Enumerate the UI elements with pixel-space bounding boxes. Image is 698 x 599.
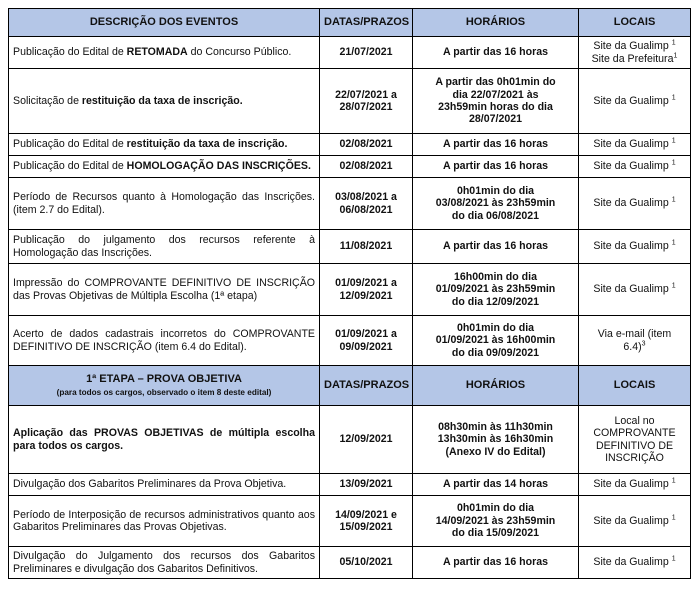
- header-hours: HORÁRIOS: [413, 9, 579, 37]
- table-row: [9, 406, 691, 474]
- event-description: Período de Interposição de recursos administrativos quanto aos Gabaritos Preliminares das Provas Objetivas.: [9, 496, 320, 547]
- stage-title: 1ª ETAPA – PROVA OBJETIVA (para todos os cargos, observado o item 8 deste edital): [9, 366, 320, 406]
- table-row: [9, 134, 691, 156]
- header-dates: DATAS/PRAZOS: [320, 9, 413, 37]
- table-row: [9, 156, 691, 178]
- event-description: Publicação do Edital de restituição da taxa de inscrição.: [9, 134, 320, 156]
- table-row: [9, 264, 691, 316]
- event-location: Site da Gualimp $^1$: [579, 156, 691, 178]
- event-location: Site da Gualimp $^1$: [579, 264, 691, 316]
- event-hour: A partir das 14 horas: [413, 474, 579, 496]
- event-date: 11/08/2021: [320, 230, 413, 264]
- event-location: Local no COMPROVANTE DEFINITIVO DE INSCRIÇÃO: [579, 406, 691, 474]
- event-location: Site da Gualimp $^1$: [579, 69, 691, 134]
- table-row: [9, 496, 691, 547]
- table-row: [9, 230, 691, 264]
- event-description: Divulgação dos Gabaritos Preliminares da Prova Objetiva.: [9, 474, 320, 496]
- event-date: 01/09/2021 a 09/09/2021: [320, 316, 413, 366]
- event-date: 03/08/2021 a 06/08/2021: [320, 178, 413, 230]
- event-location: Site da Gualimp $^1$: [579, 178, 691, 230]
- event-hour: 16h00min do dia 01/09/2021 às 23h59min do dia 12/09/2021: [413, 264, 579, 316]
- event-hour: 0h01min do dia 03/08/2021 às 23h59min do dia 06/08/2021: [413, 178, 579, 230]
- header-places: LOCAIS: [579, 9, 691, 37]
- event-hour: A partir das 16 horas: [413, 230, 579, 264]
- event-date: 12/09/2021: [320, 406, 413, 474]
- event-description: Publicação do Edital de HOMOLOGAÇÃO DAS INSCRIÇÕES.: [9, 156, 320, 178]
- event-hour: A partir das 16 horas: [413, 37, 579, 69]
- event-description: Solicitação de restituição da taxa de inscrição.: [9, 69, 320, 134]
- stage-header-dates: DATAS/PRAZOS: [320, 366, 413, 406]
- event-date: 02/08/2021: [320, 134, 413, 156]
- table-row: [9, 547, 691, 579]
- event-date: 21/07/2021: [320, 37, 413, 69]
- stage-header-hours: HORÁRIOS: [413, 366, 579, 406]
- event-date: 02/08/2021: [320, 156, 413, 178]
- event-date: 14/09/2021 e 15/09/2021: [320, 496, 413, 547]
- event-hour: A partir das 16 horas: [413, 156, 579, 178]
- event-description: Impressão do COMPROVANTE DEFINITIVO DE INSCRIÇÃO das Provas Objetivas de Múltipla Escolha (1ª etapa): [9, 264, 320, 316]
- header-events: DESCRIÇÃO DOS EVENTOS: [9, 9, 320, 37]
- event-hour: A partir das 16 horas: [413, 134, 579, 156]
- event-description: Divulgação do Julgamento dos recursos dos Gabaritos Preliminares e divulgação dos Gabaritos Definitivos.: [9, 547, 320, 579]
- event-location: Site da Gualimp $^1$ Site da Prefeitura$^1$: [579, 37, 691, 69]
- event-date: 01/09/2021 a 12/09/2021: [320, 264, 413, 316]
- table-row: [9, 69, 691, 134]
- event-location: Site da Gualimp $^1$: [579, 496, 691, 547]
- table-row: [9, 178, 691, 230]
- stage-subtitle: (para todos os cargos, observado o item 8 deste edital): [56, 387, 272, 397]
- event-date: 05/10/2021: [320, 547, 413, 579]
- event-location: Site da Gualimp $^1$: [579, 474, 691, 496]
- event-hour: 08h30min às 11h30min 13h30min às 16h30min (Anexo IV do Edital): [413, 406, 579, 474]
- event-hour: A partir das 16 horas: [413, 547, 579, 579]
- event-description: Publicação do Edital de RETOMADA do Concurso Público.: [9, 37, 320, 69]
- stage-header-row: [9, 366, 691, 406]
- table-row: [9, 37, 691, 69]
- event-hour: A partir das 0h01min do dia 22/07/2021 às 23h59min horas do dia 28/07/2021: [413, 69, 579, 134]
- event-date: 22/07/2021 a 28/07/2021: [320, 69, 413, 134]
- event-location: Via e-mail (item 6.4)$^3$: [579, 316, 691, 366]
- event-hour: 0h01min do dia 14/09/2021 às 23h59min do dia 15/09/2021: [413, 496, 579, 547]
- event-hour: 0h01min do dia 01/09/2021 às 16h00min do dia 09/09/2021: [413, 316, 579, 366]
- table-row: [9, 474, 691, 496]
- event-location: Site da Gualimp $^1$: [579, 230, 691, 264]
- event-description: Aplicação das PROVAS OBJETIVAS de múltipla escolha para todos os cargos.: [9, 406, 320, 474]
- table-header-row: [9, 9, 691, 37]
- event-date: 13/09/2021: [320, 474, 413, 496]
- event-description: Período de Recursos quanto à Homologação das Inscrições. (item 2.7 do Edital).: [9, 178, 320, 230]
- stage-header-places: LOCAIS: [579, 366, 691, 406]
- table-row: [9, 316, 691, 366]
- event-description: Publicação do julgamento dos recursos referente à Homologação das Inscrições.: [9, 230, 320, 264]
- event-location: Site da Gualimp $^1$: [579, 134, 691, 156]
- event-description: Acerto de dados cadastrais incorretos do COMPROVANTE DEFINITIVO DE INSCRIÇÃO (item 6.4 do Edital).: [9, 316, 320, 366]
- event-location: Site da Gualimp $^1$: [579, 547, 691, 579]
- schedule-table: [8, 8, 691, 579]
